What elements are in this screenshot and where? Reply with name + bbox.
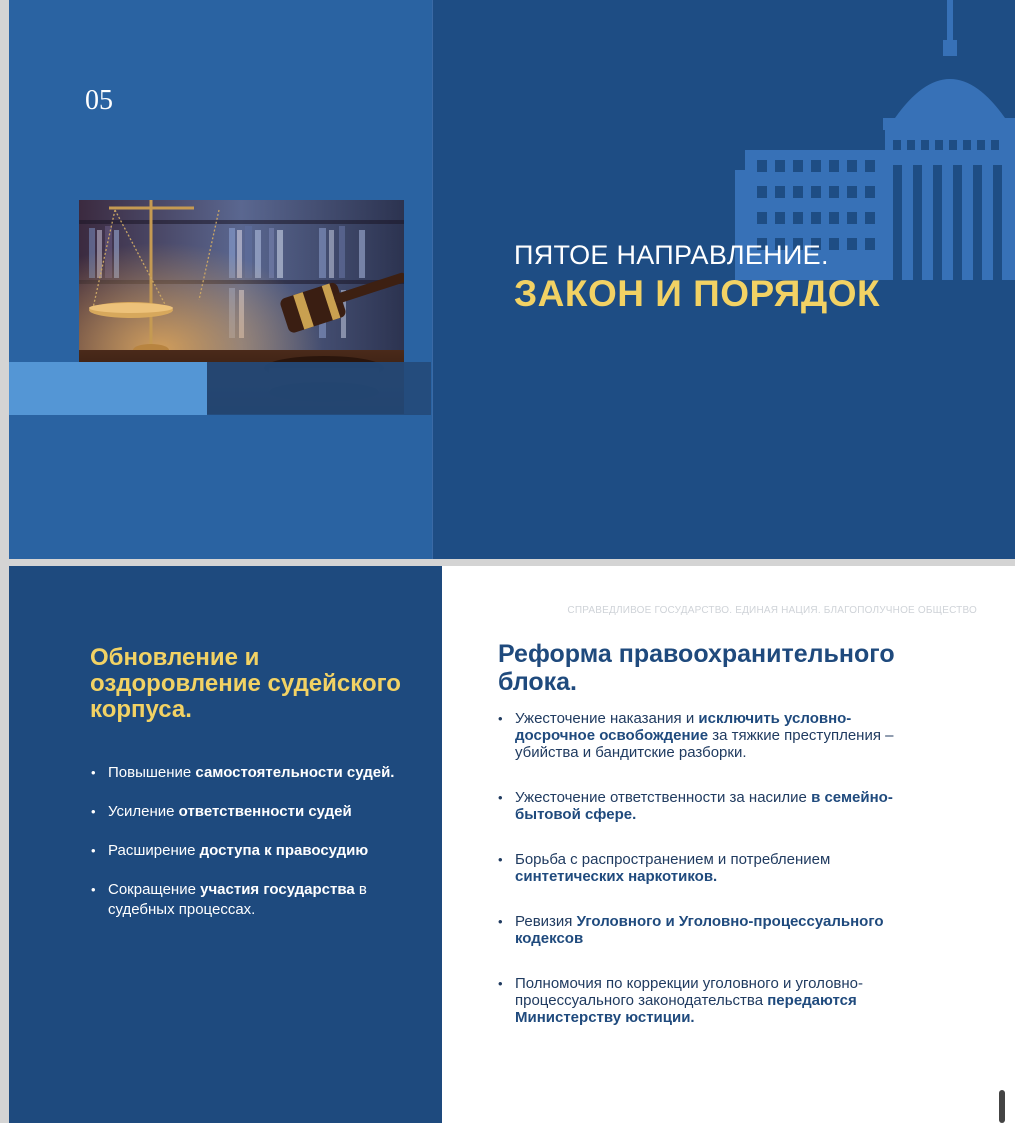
item-strong: синтетических наркотиков. bbox=[515, 868, 718, 885]
item-strong: ответственности судей bbox=[178, 803, 352, 820]
title-slide bbox=[9, 0, 1015, 559]
law-enforcement-heading: Реформа правоохранительного блока. bbox=[498, 640, 895, 696]
judiciary-heading: Обновление и оздоровление судейского корпуса. bbox=[90, 644, 401, 723]
law-enforcement-list bbox=[498, 710, 898, 1026]
list-item bbox=[498, 851, 898, 885]
item-lead: Ревизия bbox=[515, 913, 577, 930]
item-lead: Усиление bbox=[108, 803, 179, 820]
item-lead: Борьба с распространением и потреблением bbox=[515, 851, 831, 868]
list-item bbox=[498, 789, 898, 823]
item-lead: Полномочия по коррекции уголовного и уголовно-процессуального законодательства bbox=[515, 975, 864, 1009]
item-lead: Ужесточение ответственности за насилие bbox=[515, 789, 812, 806]
accent-band-dark bbox=[207, 362, 431, 415]
item-tail: за тяжкие преступления – убийства и бандитские разборки. bbox=[515, 727, 894, 761]
list-item bbox=[91, 802, 421, 822]
list-item bbox=[91, 880, 421, 920]
slogan-tagline: СПРАВЕДЛИВОЕ ГОСУДАРСТВО. ЕДИНАЯ НАЦИЯ. БЛАГОПОЛУЧНОЕ ОБЩЕСТВО bbox=[567, 605, 977, 616]
item-strong: в семейно-бытовой сфере. bbox=[515, 789, 893, 823]
item-strong: участия государства bbox=[200, 881, 355, 898]
judiciary-list bbox=[91, 763, 421, 920]
list-item bbox=[498, 710, 898, 761]
item-lead: Сокращение bbox=[108, 881, 201, 898]
item-lead: Повышение bbox=[108, 764, 196, 781]
list-item bbox=[498, 913, 898, 947]
section-title: ЗАКОН И ПОРЯДОК bbox=[514, 273, 881, 314]
item-strong: доступа к правосудию bbox=[199, 842, 369, 859]
item-strong: Уголовного и Уголовно-процессуального кодексов bbox=[515, 913, 884, 947]
item-strong: исключить условно-досрочное освобождение bbox=[515, 710, 852, 744]
list-item bbox=[91, 763, 421, 783]
item-tail: в судебных процессах. bbox=[108, 881, 367, 918]
section-kicker: ПЯТОЕ НАПРАВЛЕНИЕ. bbox=[514, 240, 829, 270]
content-slide bbox=[9, 566, 1015, 1123]
scrollbar-thumb[interactable] bbox=[999, 1090, 1005, 1123]
slide-divider bbox=[432, 0, 433, 559]
item-lead: Ужесточение наказания и bbox=[515, 710, 699, 727]
list-item bbox=[498, 975, 898, 1026]
list-item bbox=[91, 841, 421, 861]
item-strong: передаются Министерству юстиции. bbox=[515, 992, 857, 1026]
accent-band-light bbox=[9, 362, 207, 415]
item-lead: Расширение bbox=[108, 842, 200, 859]
page-number: 05 bbox=[85, 85, 113, 116]
item-strong: самостоятельности судей. bbox=[195, 764, 395, 781]
